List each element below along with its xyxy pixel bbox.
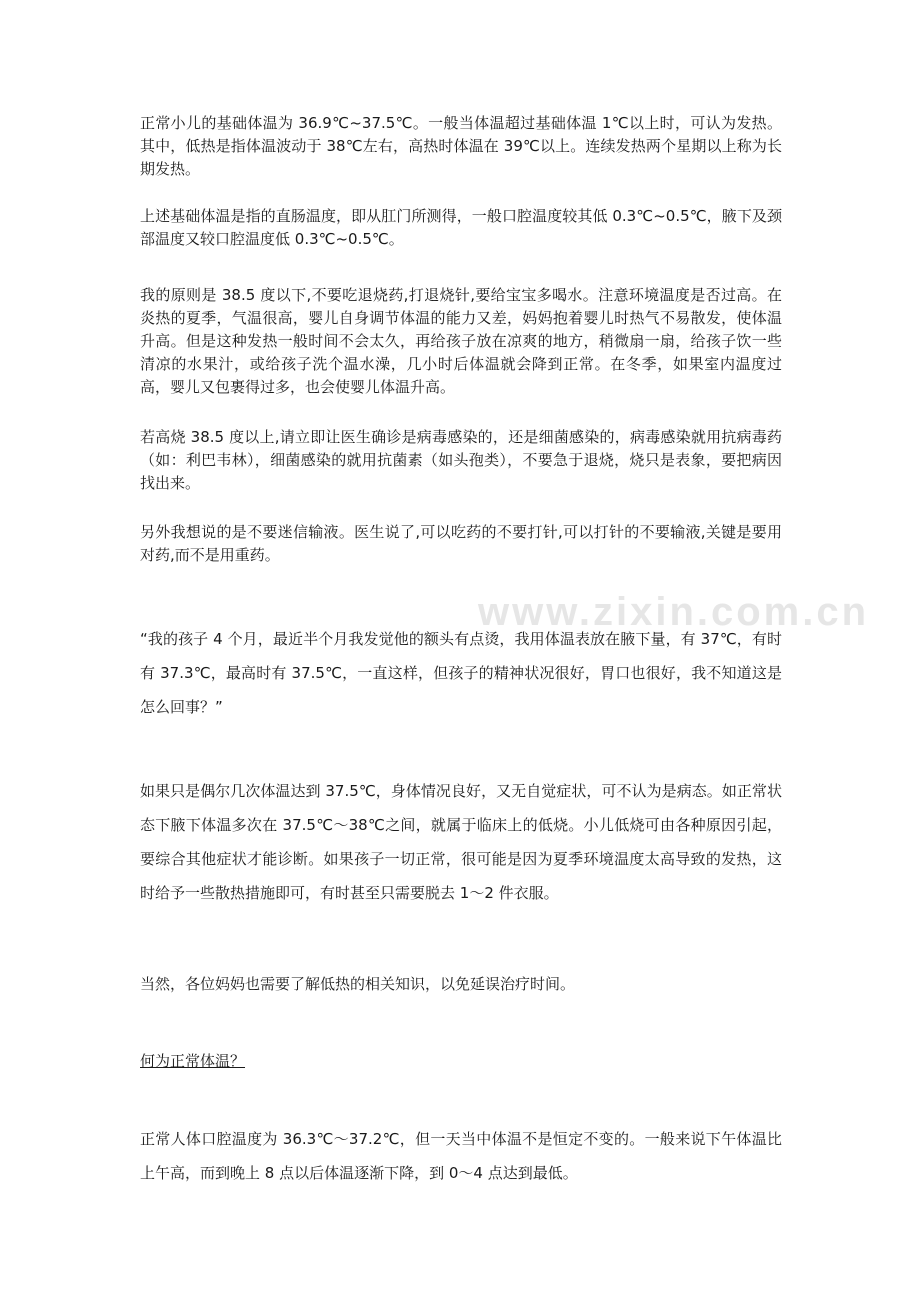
paragraph-question-quote: “我的孩子 4 个月，最近半个月我发觉他的额头有点烫，我用体温表放在腋下量，有 37℃，有时有 37.3℃，最高时有 37.5℃，一直这样，但孩子的精神状况很好，胃口也很好，我不知道这是怎么回事？” (140, 630, 782, 716)
paragraph-high-fever: 若高烧 38.5 度以上,请立即让医生确诊是病毒感染的，还是细菌感染的，病毒感染就用抗病毒药（如：利巴韦林），细菌感染的就用抗菌素（如头孢类），不要急于退烧，烧只是表象，要把病因找出来。 (140, 428, 782, 492)
paragraph-basal-temperature: 正常小儿的基础体温为 36.9℃~37.5℃。一般当体温超过基础体温 1℃以上时，可认为发热。其中，低热是指体温波动于 38℃左右，高热时体温在 39℃以上。连续发热两个星期以上称为长期发热。 (140, 114, 782, 178)
watermark-text: www.zixin.com.cn (478, 590, 870, 634)
paragraph-rectal-temperature: 上述基础体温是指的直肠温度，即从肛门所测得，一般口腔温度较其低 0.3℃~0.5℃，腋下及颈部温度又较口腔温度低 0.3℃~0.5℃。 (140, 207, 782, 248)
paragraph-infusion: 另外我想说的是不要迷信输液。医生说了,可以吃药的不要打针,可以打针的不要输液,关键是要用对药,而不是用重药。 (140, 523, 782, 564)
section-heading-normal-temperature: 何为正常体温？ (140, 1052, 246, 1070)
paragraph-normal-temperature: 正常人体口腔温度为 36.3℃～37.2℃，但一天当中体温不是恒定不变的。一般来说下午体温比上午高，而到晚上 8 点以后体温逐渐下降，到 0～4 点达到最低。 (140, 1130, 782, 1182)
paragraph-mothers-note: 当然，各位妈妈也需要了解低热的相关知识，以免延误治疗时间。 (140, 975, 576, 993)
paragraph-low-fever-answer: 如果只是偶尔几次体温达到 37.5℃，身体情况良好，又无自觉症状，可不认为是病态。如正常状态下腋下体温多次在 37.5℃～38℃之间，就属于临床上的低烧。小儿低烧可由各种原因引起，要综合其他症状才能诊断。如果孩子一切正常，很可能是因为夏季环境温度太高导致的发热，这时给予一些散热措施即可，有时甚至只需要脱去 1～2 件衣服。 (140, 782, 782, 902)
paragraph-principle: 我的原则是 38.5 度以下,不要吃退烧药,打退烧针,要给宝宝多喝水。注意环境温度是否过高。在炎热的夏季，气温很高，婴儿自身调节体温的能力又差，妈妈抱着婴儿时热气不易散发，使体温升高。但是这种发热一般时间不会太久，再给孩子放在凉爽的地方，稍微扇一扇，给孩子饮一些清凉的水果汁，或给孩子洗个温水澡，几小时后体温就会降到正常。在冬季，如果室内温度过高，婴儿又包裹得过多，也会使婴儿体温升高。 (140, 286, 782, 396)
